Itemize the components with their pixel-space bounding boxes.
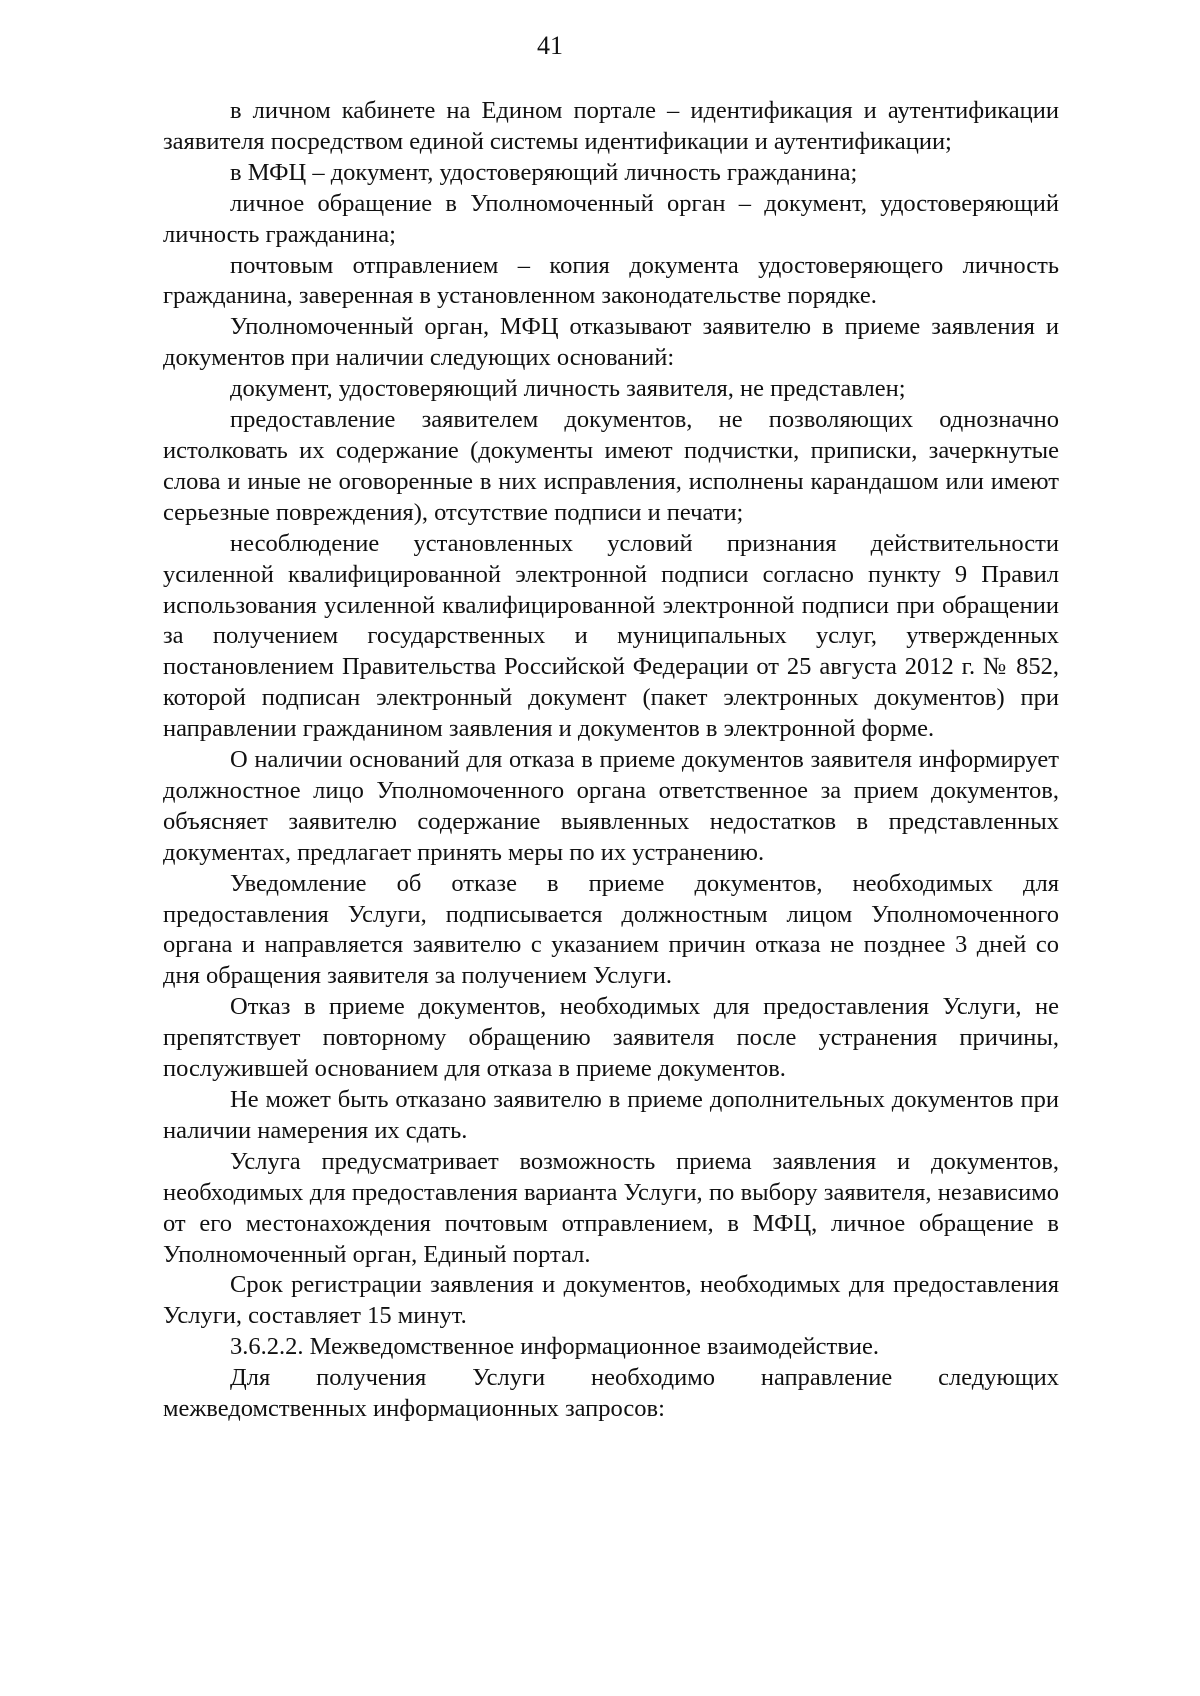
paragraph: личное обращение в Уполномоченный орган – документ, удостоверяющий личность гражданина;: [163, 189, 1059, 248]
paragraph: Срок регистрации заявления и документов, необходимых для предоставления Услуги, составляет 15 минут.: [163, 1271, 1059, 1330]
paragraph: Отказ в приеме документов, необходимых для предоставления Услуги, не препятствует повторному обращению заявителя после устранения причины, послужившей основанием для отказа в приеме документов.: [163, 993, 1059, 1083]
paragraph: документ, удостоверяющий личность заявителя, не представлен;: [230, 375, 906, 403]
paragraph: несоблюдение установленных условий признания действительности усиленной квалифицированной электронной подписи согласно пункту 9 Правил использования усиленной квалифицированной электронной подписи при обращении за получением государственных и муниципальных услуг, утвержденных постановлением Правительства Российской Федерации от 25 августа 2012 г. № 852, которой подписан электронный документ (пакет электронных документов) при направлении гражданином заявления и документов в электронной форме.: [163, 529, 1059, 743]
paragraph: Не может быть отказано заявителю в приеме дополнительных документов при наличии намерения их сдать.: [163, 1086, 1059, 1144]
paragraph: в МФЦ – документ, удостоверяющий личность гражданина;: [230, 158, 858, 186]
paragraph: почтовым отправлением – копия документа удостоверяющего личность гражданина, заверенная в установленном законодательстве порядке.: [163, 251, 1059, 310]
paragraph: Для получения Услуги необходимо направление следующих межведомственных информационных запросов:: [163, 1364, 1059, 1423]
page-number: 41: [537, 31, 563, 60]
paragraph: в личном кабинете на Едином портале – идентификация и аутентификации заявителя посредством единой системы идентификации и аутентификации;: [163, 97, 1059, 155]
document-body: [163, 96, 1059, 1425]
paragraph: Услуга предусматривает возможность приема заявления и документов, необходимых для предоставления варианта Услуги, по выбору заявителя, независимо от его местонахождения почтовым отправлением, в МФЦ, личное обращение в Уполномоченный орган, Единый портал.: [163, 1147, 1059, 1268]
paragraph: предоставление заявителем документов, не позволяющих однозначно истолковать их содержание (документы имеют подчистки, приписки, зачеркнутые слова и иные не оговоренные в них исправления, исполнены карандашом или имеют серьезные повреждения), отсутствие подписи и печати;: [163, 406, 1059, 526]
section-heading: 3.6.2.2. Межведомственное информационное взаимодействие.: [230, 1333, 879, 1361]
paragraph: О наличии оснований для отказа в приеме документов заявителя информирует должностное лицо Уполномоченного органа ответственное за прием документов, объясняет заявителю содержание выявленных недостатков в представленных документах, предлагает принять меры по их устранению.: [163, 746, 1059, 866]
paragraph: Уполномоченный орган, МФЦ отказывают заявителю в приеме заявления и документов при наличии следующих оснований:: [163, 313, 1059, 372]
paragraph: Уведомление об отказе в приеме документов, необходимых для предоставления Услуги, подписывается должностным лицом Уполномоченного органа и направляется заявителю с указанием причин отказа не позднее 3 дней со дня обращения заявителя за получением Услуги.: [163, 869, 1059, 990]
